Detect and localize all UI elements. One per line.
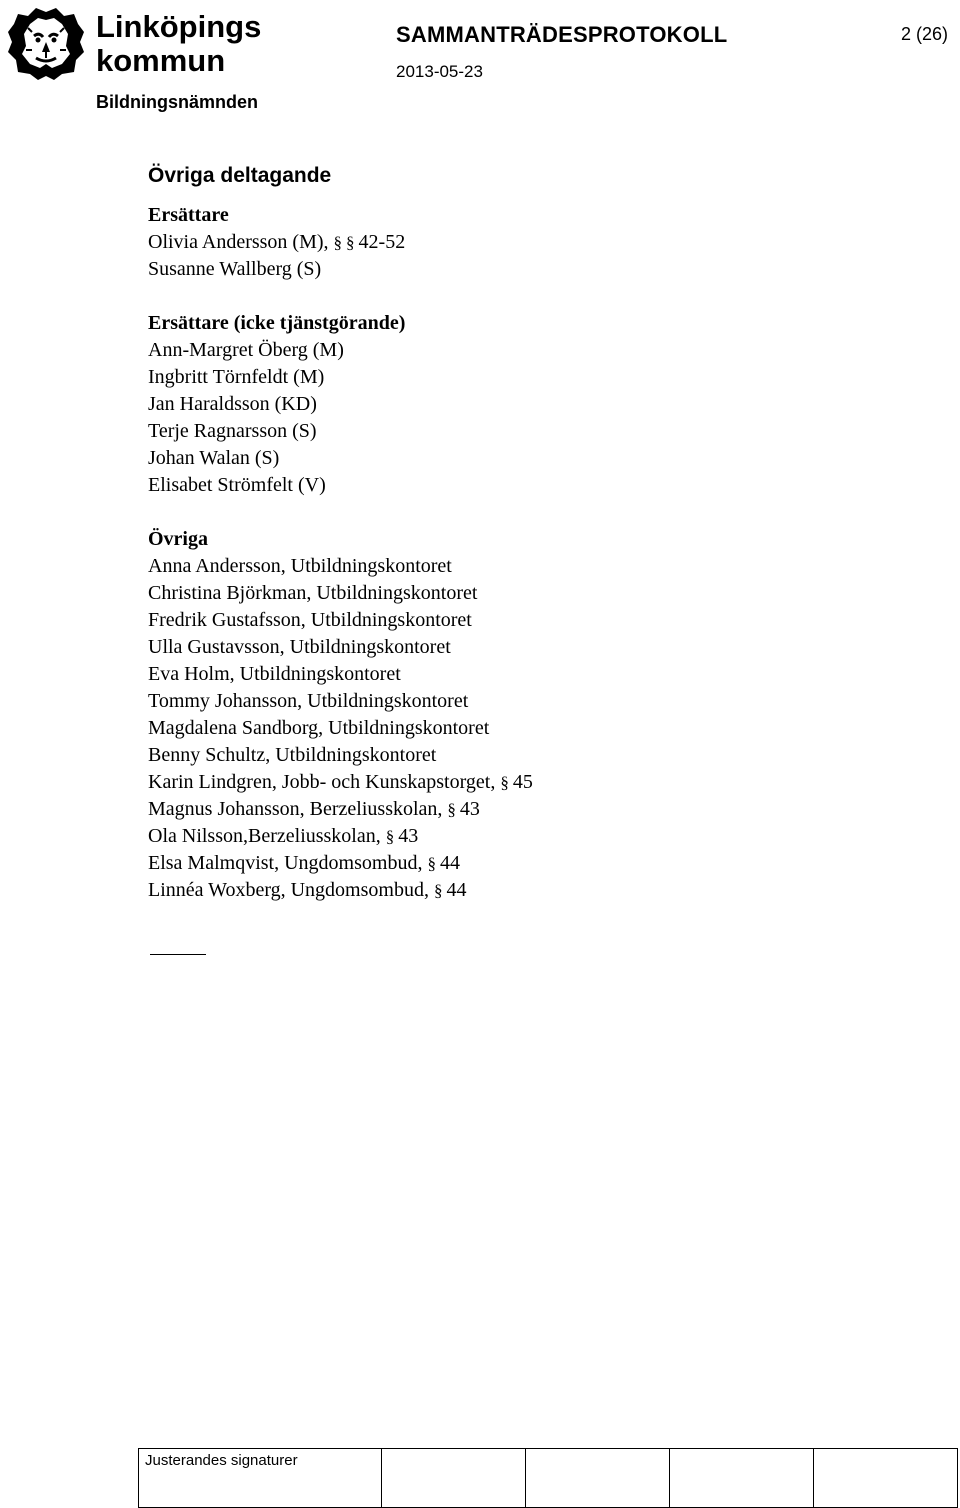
- attendee-text: Tommy Johansson, Utbildningskontoret: [148, 690, 469, 712]
- paragraph-mark-icon: §: [346, 233, 355, 252]
- attendee-text: Elsa Malmqvist, Ungdomsombud,: [148, 852, 423, 874]
- organization-name-line1: Linköpings: [96, 9, 262, 44]
- signature-label-cell: [139, 1449, 382, 1508]
- attendee-text: Ingbritt Törnfeldt (M): [148, 366, 325, 388]
- attendee-text: Johan Walan (S): [148, 447, 280, 469]
- document-type: SAMMANTRÄDESPROTOKOLL: [396, 22, 728, 47]
- attendee-line: [148, 418, 928, 445]
- attendee-text: Elisabet Strömfelt (V): [148, 474, 326, 496]
- attendee-line: [148, 661, 928, 688]
- attendee-text: Jan Haraldsson (KD): [148, 393, 317, 415]
- signature-cell: [526, 1449, 670, 1508]
- signature-cell: [382, 1449, 526, 1508]
- attendee-text: Olivia Andersson (M),: [148, 231, 329, 253]
- attendee-line: [148, 445, 928, 472]
- paragraph-reference: 44: [439, 852, 460, 874]
- signature-box: [138, 1448, 958, 1508]
- attendee-text: Susanne Wallberg (S): [148, 258, 322, 280]
- attendee-line: [148, 796, 928, 823]
- attendee-text: Magdalena Sandborg, Utbildningskontoret: [148, 717, 490, 739]
- attendee-text: Anna Andersson, Utbildningskontoret: [148, 555, 452, 577]
- paragraph-mark-icon: §: [427, 854, 436, 873]
- attendee-section: [148, 526, 928, 904]
- attendee-line: [148, 823, 928, 850]
- end-rule: [150, 954, 206, 955]
- attendee-line: [148, 256, 928, 283]
- attendee-section: [148, 202, 928, 283]
- attendee-line: [148, 688, 928, 715]
- attendee-line: [148, 472, 928, 499]
- attendee-line: [148, 850, 928, 877]
- attendee-line: [148, 229, 928, 256]
- department-name: Bildningsnämnden: [96, 92, 258, 112]
- section-heading: Övriga: [148, 528, 208, 550]
- attendee-text: Magnus Johansson, Berzeliusskolan,: [148, 798, 443, 820]
- attendee-line: [148, 769, 928, 796]
- attendee-section: [148, 310, 928, 499]
- page-number: 2 (26): [900, 24, 948, 44]
- signature-cell: [814, 1449, 958, 1508]
- attendee-text: Eva Holm, Utbildningskontoret: [148, 663, 401, 685]
- paragraph-reference: 43: [459, 798, 480, 820]
- attendee-line: [148, 877, 928, 904]
- attendee-text: Ola Nilsson,Berzeliusskolan,: [148, 825, 381, 847]
- attendee-text: Christina Björkman, Utbildningskontoret: [148, 582, 478, 604]
- attendee-text: Fredrik Gustafsson, Utbildningskontoret: [148, 609, 472, 631]
- attendee-text: Karin Lindgren, Jobb- och Kunskapstorget,: [148, 771, 496, 793]
- organization-name: [96, 10, 261, 78]
- paragraph-reference: 43: [398, 825, 419, 847]
- paragraph-mark-icon: §: [333, 233, 343, 252]
- attendee-text: Benny Schultz, Utbildningskontoret: [148, 744, 437, 766]
- attendee-text: Terje Ragnarsson (S): [148, 420, 317, 442]
- attendee-text: Ann-Margret Öberg (M): [148, 339, 344, 361]
- meeting-date: 2013-05-23: [396, 62, 483, 81]
- attendee-line: [148, 715, 928, 742]
- attendees-content: [148, 162, 928, 931]
- attendee-line: [148, 553, 928, 580]
- section-heading: Ersättare (icke tjänstgörande): [148, 312, 406, 334]
- attendee-line: [148, 364, 928, 391]
- paragraph-mark-icon: §: [500, 773, 509, 792]
- signature-label: Justerandes signaturer: [145, 1452, 298, 1469]
- attendee-line: [148, 391, 928, 418]
- attendee-line: [148, 634, 928, 661]
- attendee-text: Ulla Gustavsson, Utbildningskontoret: [148, 636, 451, 658]
- paragraph-mark-icon: §: [447, 800, 456, 819]
- attendee-line: [148, 607, 928, 634]
- section-heading: Ersättare: [148, 204, 229, 226]
- paragraph-reference: 42-52: [358, 231, 406, 253]
- signature-cell: [670, 1449, 814, 1508]
- page-heading: Övriga deltagande: [148, 164, 332, 187]
- attendee-sections: [148, 202, 928, 904]
- paragraph-reference: 45: [512, 771, 533, 793]
- attendee-line: [148, 580, 928, 607]
- attendee-line: [148, 742, 928, 769]
- lion-crest-icon: [6, 6, 86, 82]
- organization-name-line2: kommun: [96, 43, 226, 78]
- attendee-line: [148, 337, 928, 364]
- attendee-text: Linnéa Woxberg, Ungdomsombud,: [148, 879, 429, 901]
- paragraph-mark-icon: §: [385, 827, 395, 846]
- paragraph-mark-icon: §: [433, 881, 443, 900]
- paragraph-reference: 44: [446, 879, 467, 901]
